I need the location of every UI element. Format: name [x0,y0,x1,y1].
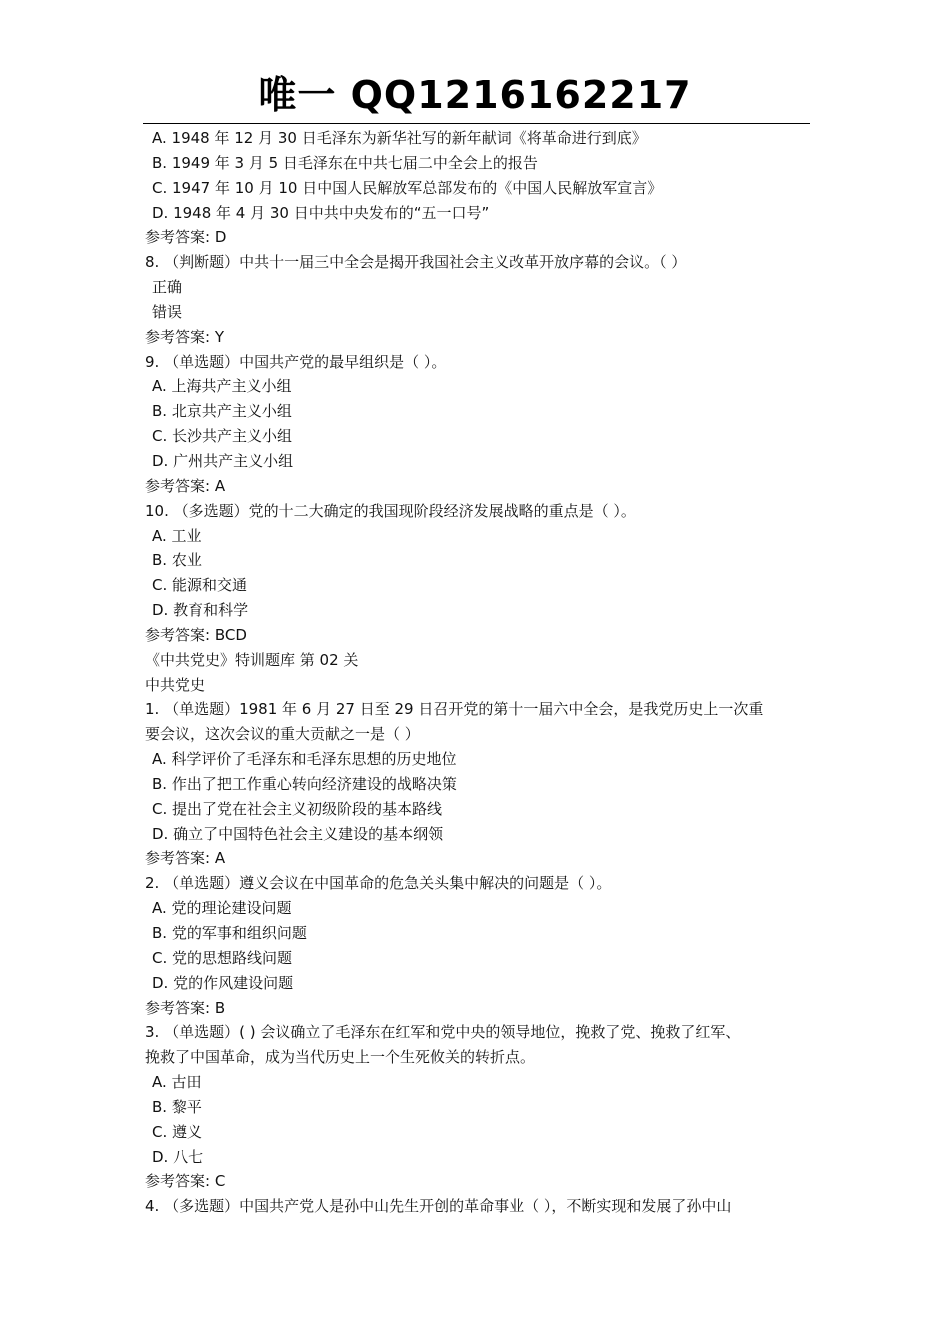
answer-option: D. 党的作风建设问题 [152,973,294,992]
answer-option: B. 1949 年 3 月 5 日毛泽东在中共七届二中全会上的报告 [152,153,538,172]
answer-option: C. 长沙共产主义小组 [152,427,293,446]
answer-option: A. 1948 年 12 月 30 日毛泽东为新华社写的新年献词《将革命进行到底》 [152,129,647,147]
answer-option: A. 上海共产主义小组 [152,377,292,396]
true-false-option: 正确 [152,278,183,297]
header-divider [143,123,810,124]
question-text: 8. （判断题）中共十一届三中全会是揭开我国社会主义改革开放序幕的会议。（ ） [145,253,687,272]
reference-answer: 参考答案: A [145,849,226,868]
answer-option: C. 党的思想路线问题 [152,948,293,967]
question-text: 要会议，这次会议的重大贡献之一是（ ） [145,725,420,744]
answer-option: B. 黎平 [152,1097,202,1116]
reference-answer: 参考答案: BCD [145,625,247,644]
answer-option: C. 遵义 [152,1122,203,1141]
reference-answer: 参考答案: C [145,1172,226,1191]
answer-option: B. 北京共产主义小组 [152,402,292,421]
question-text: 9. （单选题）中国共产党的最早组织是（ ）。 [145,352,447,371]
answer-option: D. 广州共产主义小组 [152,451,294,470]
reference-answer: 参考答案: B [145,998,226,1017]
reference-answer: 参考答案: Y [145,327,224,346]
page-header-title: 唯一 QQ1216162217 [258,73,692,117]
answer-option: B. 党的军事和组织问题 [152,924,307,942]
answer-option: A. 科学评价了毛泽东和毛泽东思想的历史地位 [152,750,457,769]
section-heading: 《中共党史》特训题库 第 02 关 [145,650,359,669]
answer-option: B. 农业 [152,551,202,570]
answer-option: D. 1948 年 4 月 30 日中共中央发布的“五一口号” [152,203,490,222]
answer-option: D. 确立了中国特色社会主义建设的基本纲领 [152,824,444,843]
question-text: 1. （单选题）1981 年 6 月 27 日至 29 日召开党的第十一届六中全会，是我党历史上一次重 [145,700,764,719]
answer-option: C. 1947 年 10 月 10 日中国人民解放军总部发布的《中国人民解放军宣言》 [152,178,663,197]
section-heading: 中共党史 [145,675,206,694]
reference-answer: 参考答案: A [145,476,226,495]
question-text: 挽救了中国革命，成为当代历史上一个生死攸关的转折点。 [145,1048,536,1067]
question-text: 4. （多选题）中国共产党人是孙中山先生开创的革命事业（ ），不断实现和发展了孙中山 [145,1197,732,1216]
document-body [145,126,810,1219]
answer-option: A. 古田 [152,1073,202,1092]
true-false-option: 错误 [152,302,183,321]
question-text: 10. （多选题）党的十二大确定的我国现阶段经济发展战略的重点是（ ）。 [145,501,636,520]
question-text: 3. （单选题）( ) 会议确立了毛泽东在红军和党中央的领导地位，挽救了党、挽救了红军、 [145,1023,741,1042]
answer-option: D. 教育和科学 [152,601,249,620]
answer-option: B. 作出了把工作重心转向经济建设的战略决策 [152,774,457,793]
answer-option: C. 能源和交通 [152,576,248,595]
question-text: 2. （单选题）遵义会议在中国革命的危急关头集中解决的问题是（ ）。 [145,874,612,893]
answer-option: A. 党的理论建设问题 [152,899,292,918]
answer-option: C. 提出了党在社会主义初级阶段的基本路线 [152,799,443,818]
answer-option: D. 八七 [152,1147,204,1166]
reference-answer: 参考答案: D [145,228,227,247]
answer-option: A. 工业 [152,526,202,545]
